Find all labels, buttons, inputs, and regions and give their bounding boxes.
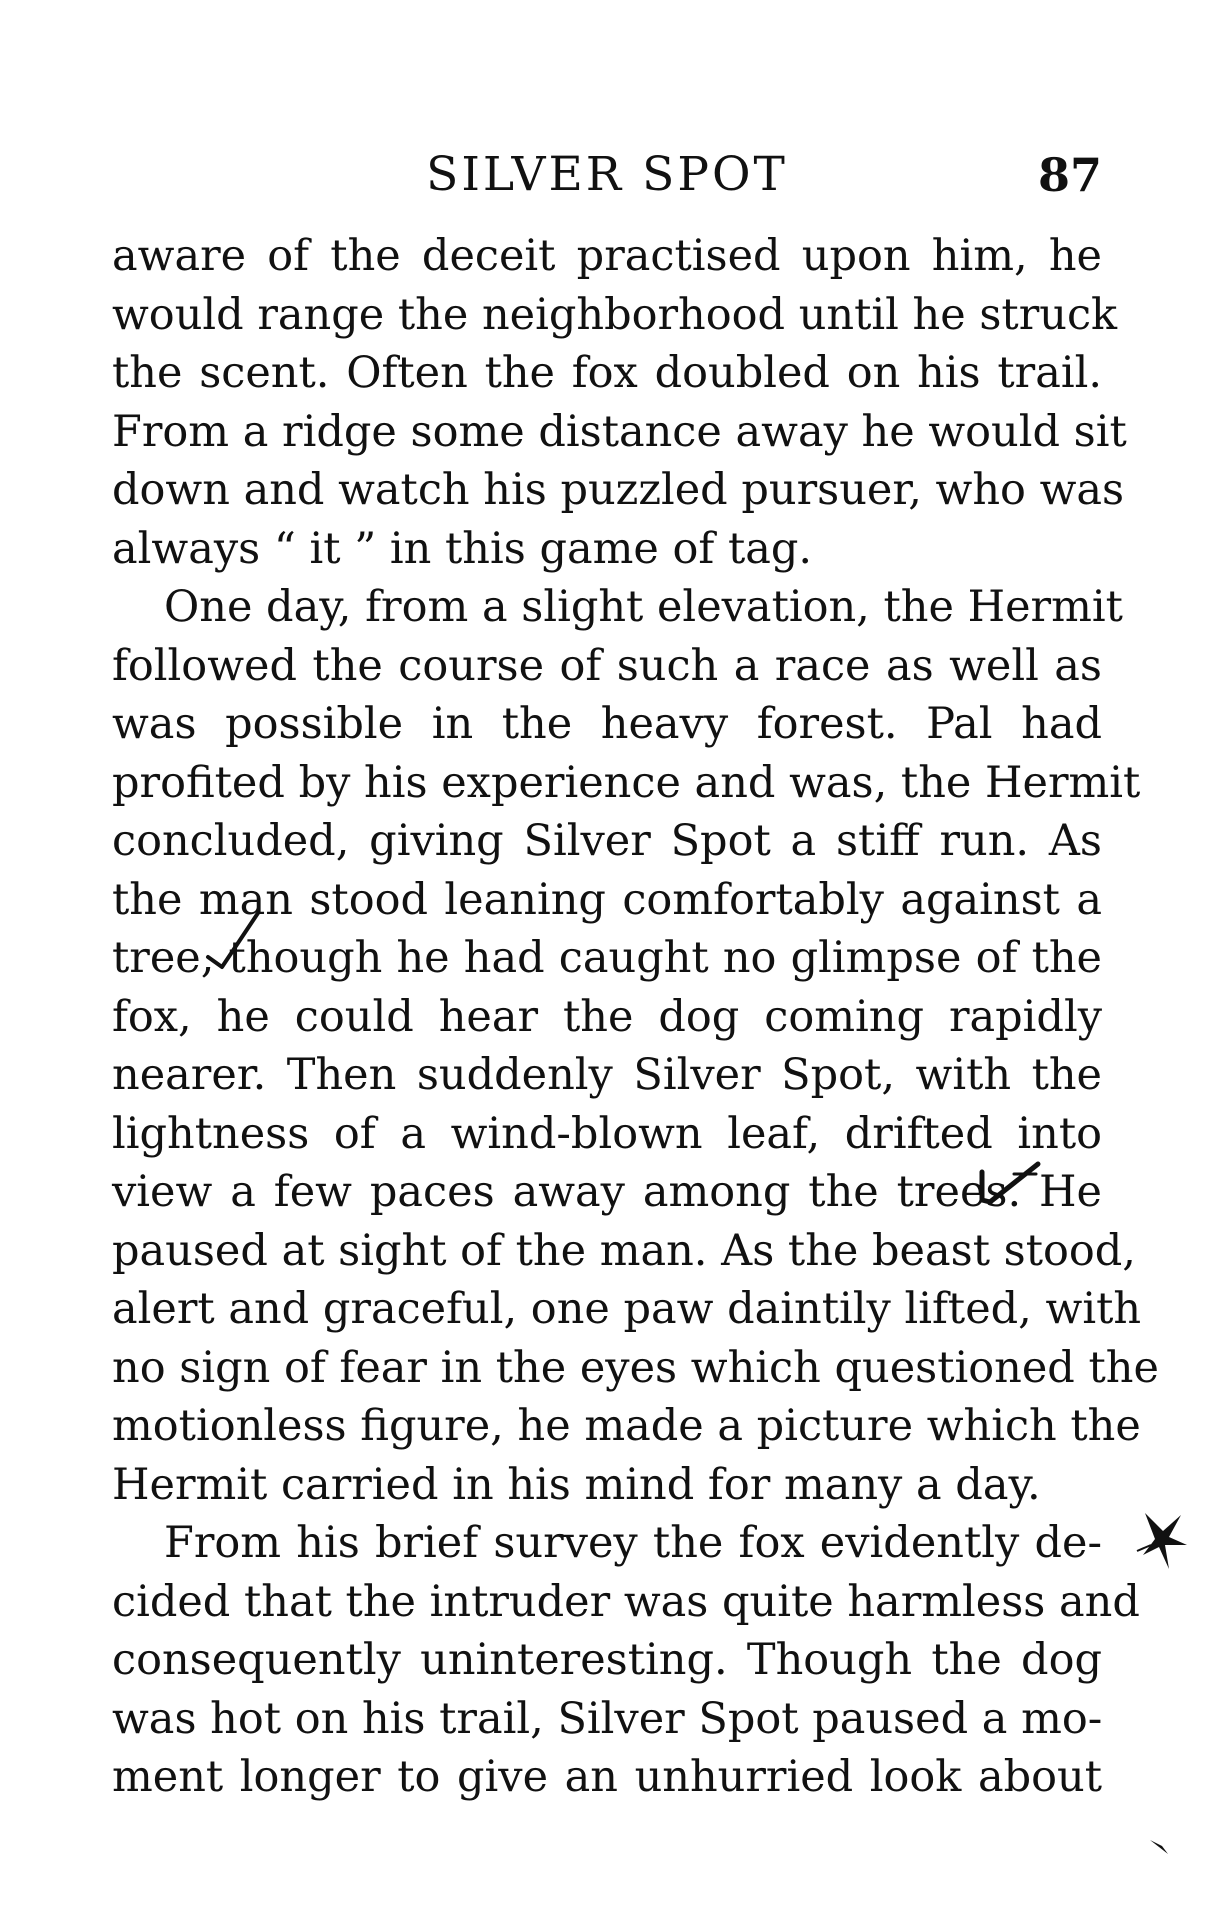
text-line: lightness of a wind-blown leaf, drifted into [112, 1108, 1102, 1159]
running-head [112, 140, 1102, 210]
text-line: ment longer to give an unhurried look about [112, 1752, 1102, 1802]
text-line: the man stood leaning comfortably against a [112, 874, 1102, 925]
text-line: motionless figure, he made a picture which the [112, 1401, 1141, 1451]
text-line: From his brief survey the fox evidently de- [164, 1518, 1102, 1568]
text-line: was possible in the heavy forest. Pal had [112, 699, 1102, 749]
text-line: view a few paces away among the trees. He [112, 1167, 1102, 1217]
text-line: was hot on his trail, Silver Spot paused a mo- [112, 1693, 1103, 1744]
text-line: Hermit carried in his mind for many a day. [112, 1459, 1041, 1510]
text-line: the scent. Often the fox doubled on his trail. [112, 348, 1102, 398]
ink-speck-mark [1148, 1838, 1172, 1858]
text-line: One day, from a slight elevation, the Hermit [164, 582, 1123, 632]
text-line: From a ridge some distance away he would sit [112, 406, 1127, 457]
ink-blot-mark [1135, 1505, 1195, 1575]
text-line: alert and graceful, one paw daintily lifted, with [112, 1284, 1142, 1334]
text-line: consequently uninteresting. Though the dog [112, 1635, 1102, 1685]
text-line: profited by his experience and was, the Hermit [112, 757, 1141, 808]
text-line: fox, he could hear the dog coming rapidly [112, 991, 1102, 1042]
text-line: tree, though he had caught no glimpse of the [112, 933, 1102, 983]
page-number: 87 [1037, 148, 1102, 202]
text-line: aware of the deceit practised upon him, he [112, 231, 1102, 281]
text-line: no sign of fear in the eyes which questioned the [112, 1342, 1159, 1393]
text-line: cided that the intruder was quite harmless and [112, 1576, 1140, 1627]
body-text [112, 227, 1159, 1807]
text-line: followed the course of such a race as well as [112, 640, 1102, 691]
text-line: down and watch his puzzled pursuer, who was [112, 465, 1125, 515]
text-line: paused at sight of the man. As the beast stood, [112, 1225, 1136, 1276]
running-title: SILVER SPOT [426, 147, 788, 202]
text-line: always “ it ” in this game of tag. [112, 523, 813, 574]
text-line: would range the neighborhood until he struck [112, 289, 1118, 340]
text-line: nearer. Then suddenly Silver Spot, with the [112, 1050, 1102, 1100]
text-line: concluded, giving Silver Spot a stiff run. As [112, 816, 1102, 866]
